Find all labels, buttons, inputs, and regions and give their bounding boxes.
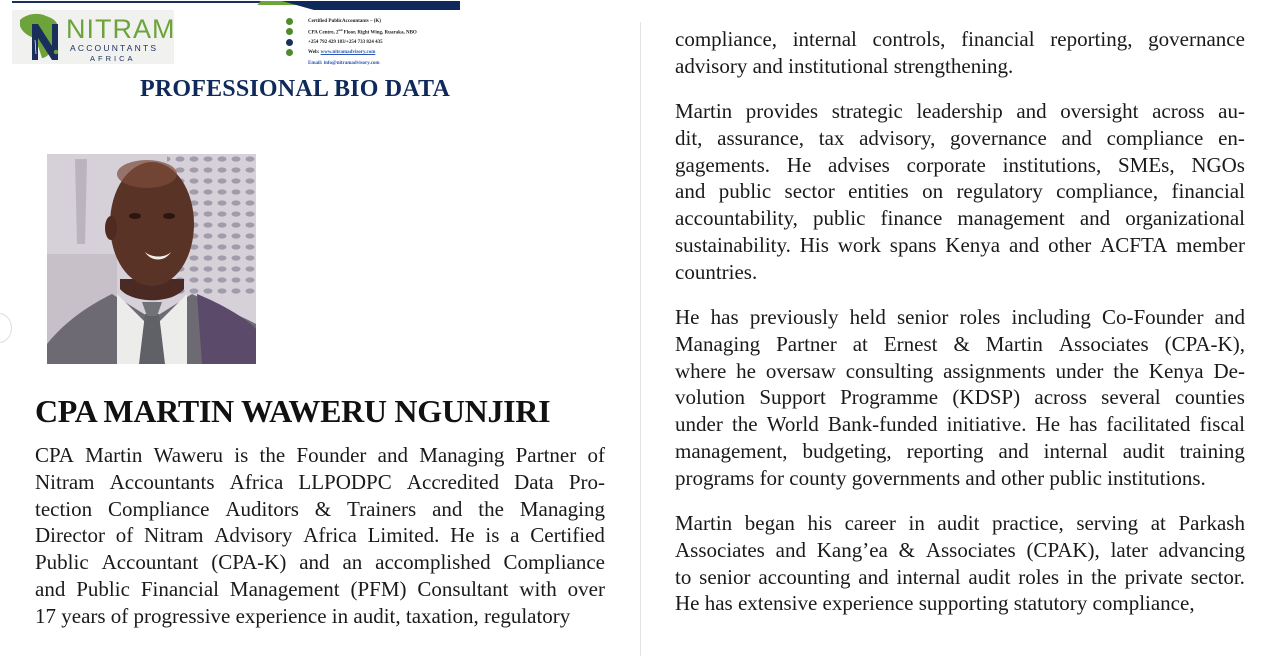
word: initiative.	[946, 412, 1027, 437]
text-line	[675, 564, 1245, 591]
text-line	[675, 438, 1245, 465]
word: the	[1113, 358, 1139, 383]
location-pin-icon	[286, 28, 293, 35]
page-nav-handle[interactable]	[0, 313, 12, 343]
text-line	[675, 510, 1245, 537]
word: senior	[897, 305, 949, 329]
word: gagements.	[675, 152, 771, 177]
contact-row	[286, 27, 446, 38]
word: governance	[1148, 27, 1245, 51]
word: and	[1061, 125, 1092, 150]
word: Associates	[1058, 331, 1149, 356]
word: governance	[950, 125, 1047, 150]
word: organizational	[1125, 206, 1245, 231]
word: practice,	[992, 511, 1064, 535]
word: regulatory	[956, 179, 1043, 204]
word: of	[115, 523, 134, 548]
word: reporting,	[1050, 27, 1133, 51]
word: Accredited	[406, 469, 499, 494]
word: with	[519, 576, 557, 601]
word: (CPA-K),	[1164, 331, 1245, 356]
word: previously	[749, 305, 839, 329]
document-page-right	[641, 0, 1269, 656]
company-logo	[12, 10, 174, 64]
word: on	[922, 179, 944, 204]
text-line	[35, 496, 605, 523]
logo-subtitle-line1: ACCOUNTANTS	[70, 43, 159, 53]
word: and	[675, 179, 706, 204]
word: and	[775, 537, 806, 562]
word: and	[858, 564, 889, 589]
word: audit	[937, 511, 980, 535]
word: management,	[675, 438, 788, 463]
text-line: advisory and institutional strengthening.	[675, 53, 1014, 78]
contact-block	[286, 16, 446, 69]
word: in	[1066, 564, 1084, 589]
word: serving	[1076, 511, 1139, 535]
word: and	[1016, 99, 1047, 123]
word: Kenya	[1148, 358, 1204, 383]
bio-paragraph	[675, 26, 1245, 80]
globe-icon	[286, 49, 293, 56]
word: Nitram	[35, 469, 95, 494]
word: en-	[1218, 125, 1245, 150]
word: Managing	[519, 496, 605, 521]
word: a	[510, 523, 520, 548]
text-line: programs for county governments and other public institutions.	[675, 465, 1206, 490]
word: and	[1008, 232, 1040, 257]
word: reporting	[906, 438, 984, 463]
word: private	[1124, 564, 1183, 589]
contact-row	[286, 58, 446, 69]
word: is	[485, 523, 500, 548]
word: SMEs,	[1117, 152, 1175, 177]
word: volution	[675, 385, 746, 410]
word: Founder	[296, 443, 367, 467]
word: consulting	[845, 358, 934, 383]
word: dit,	[675, 125, 703, 150]
logo-subtitle-line2: AFRICA	[90, 54, 136, 63]
text-line	[675, 205, 1245, 232]
word: Nitram	[144, 523, 204, 548]
word: Partner	[776, 331, 837, 356]
word: audit	[1122, 438, 1165, 463]
word: (KDSP)	[952, 385, 1021, 410]
word: he	[736, 358, 756, 383]
word: He	[675, 305, 700, 329]
word: an	[342, 550, 363, 575]
word: He	[1035, 412, 1061, 437]
word: Bank-funded	[827, 412, 938, 437]
word: facilitated	[1106, 412, 1191, 437]
word: at	[852, 331, 868, 356]
word: World	[766, 412, 819, 437]
word: the	[1091, 564, 1117, 589]
word: member	[1176, 232, 1245, 257]
website-link[interactable]: www.nitramadvisory.com	[320, 50, 376, 56]
page-title: PROFESSIONAL BIO DATA	[139, 76, 451, 102]
africa-map-icon	[12, 10, 72, 64]
email-link[interactable]: info@nitramadvisory.com	[323, 60, 380, 66]
word: is	[234, 443, 249, 467]
text-line: 17 years of progressive experience in audit, taxation, regulatory	[35, 603, 571, 628]
word: management	[957, 206, 1065, 231]
contact-address: CPA Centre, 2nd Floor, Right Wing, Ruaraka, NBO	[308, 27, 417, 36]
word: Compliance	[108, 496, 210, 521]
text-line	[35, 522, 605, 549]
word: Advisory	[214, 523, 293, 548]
word: &	[953, 331, 970, 356]
word: in	[908, 511, 925, 535]
profile-photo	[47, 154, 256, 364]
word: the	[259, 443, 286, 467]
word: Managing	[675, 331, 761, 356]
word: Kenya	[945, 232, 1001, 257]
word: &	[314, 496, 332, 521]
word: sustainability.	[675, 232, 791, 257]
bio-paragraph	[675, 304, 1245, 492]
word: senior	[699, 564, 751, 589]
word: Managing	[419, 443, 505, 467]
word: began	[744, 511, 795, 535]
text-line	[675, 411, 1245, 438]
word: under	[675, 412, 723, 437]
word: at	[1150, 511, 1166, 535]
word: audit	[968, 564, 1011, 589]
word: Accountants	[109, 469, 215, 494]
text-line	[35, 442, 605, 469]
word: Support	[759, 385, 826, 410]
word: leadership	[916, 99, 1003, 123]
word: over	[567, 576, 605, 601]
word: sector	[784, 179, 835, 204]
contact-phone: +254 792 429 183/+254 733 824 435	[308, 39, 383, 45]
word: roles	[1018, 564, 1060, 589]
word: (PFM)	[350, 576, 407, 601]
contact-text: Certified PublicAccountants – (K)	[308, 18, 381, 24]
web-label: Web:	[308, 50, 320, 56]
word: Co-Founder	[1102, 305, 1204, 329]
word: spans	[889, 232, 937, 257]
bio-paragraph	[675, 510, 1245, 617]
contact-row	[286, 37, 446, 48]
word: and	[998, 438, 1029, 463]
word: corporate	[906, 152, 986, 177]
text-line: He has extensive experience supporting statutory compliance,	[675, 591, 1195, 616]
word: oversaw	[765, 358, 836, 383]
word: Public	[35, 550, 89, 575]
word: training	[1179, 438, 1245, 463]
text-line	[675, 26, 1245, 53]
word: De-	[1213, 358, 1245, 383]
word: budgeting,	[802, 438, 892, 463]
word: advisory,	[859, 125, 936, 150]
text-line	[35, 576, 605, 603]
word: (CPA-K)	[211, 550, 287, 575]
word: His	[799, 232, 829, 257]
email-icon	[286, 60, 293, 67]
home-icon	[286, 18, 293, 25]
word: public	[812, 206, 866, 231]
word: Martin	[985, 331, 1043, 356]
bio-paragraph	[675, 98, 1245, 286]
text-line	[675, 537, 1245, 564]
text-line	[675, 178, 1245, 205]
contact-row	[286, 16, 446, 27]
word: and	[35, 576, 66, 601]
word: assignments	[943, 358, 1046, 383]
word: compliance,	[1056, 179, 1159, 204]
word: held	[849, 305, 886, 329]
word: advancing	[1158, 537, 1245, 562]
header-rule	[12, 1, 292, 3]
word: and	[299, 550, 330, 575]
word: Limited.	[367, 523, 440, 548]
word: accomplished	[375, 550, 491, 575]
word: Programme	[840, 385, 939, 410]
word: (CPAK),	[1026, 537, 1100, 562]
word: several	[1101, 385, 1161, 410]
word: the	[478, 496, 504, 521]
word: Public	[76, 576, 130, 601]
contact-web	[308, 50, 375, 55]
word: Ernest	[883, 331, 938, 356]
word: Financial	[140, 576, 219, 601]
word: and	[377, 443, 408, 467]
word: where	[675, 358, 727, 383]
word: assurance,	[717, 125, 805, 150]
text-line	[675, 232, 1245, 259]
text-line	[35, 469, 605, 496]
word: strategic	[831, 99, 903, 123]
word: internal	[896, 564, 961, 589]
text-line	[675, 358, 1245, 385]
word: Martin	[85, 443, 143, 467]
word: public	[718, 179, 772, 204]
text-line	[675, 125, 1245, 152]
contact-email	[308, 61, 380, 66]
word: Parkash	[1178, 511, 1245, 535]
word: compliance	[1106, 125, 1204, 150]
word: tection	[35, 496, 93, 521]
word: Associates	[925, 537, 1016, 562]
header-accent-navy	[282, 1, 460, 10]
word: tax	[818, 125, 845, 150]
word: under	[1055, 358, 1104, 383]
email-label: Email:	[308, 60, 323, 66]
word: Partner	[515, 443, 577, 467]
contact-row	[286, 48, 446, 59]
word: advises	[828, 152, 890, 177]
word: Trainers	[346, 496, 417, 521]
word: controls,	[872, 27, 946, 51]
word: sector.	[1190, 564, 1245, 589]
logo-wordmark: NITRAM	[66, 14, 176, 44]
text-line	[675, 304, 1245, 331]
word: career	[844, 511, 896, 535]
word: Africa	[229, 469, 284, 494]
word: roles	[959, 305, 1001, 329]
portrait-image	[47, 154, 256, 364]
word: Consultant	[417, 576, 509, 601]
word: Martin	[675, 511, 733, 535]
word: oversight	[1060, 99, 1139, 123]
word: of	[587, 443, 605, 467]
word: accountability,	[675, 206, 798, 231]
word: internal	[792, 27, 857, 51]
word: has	[710, 305, 739, 329]
word: across	[1152, 99, 1205, 123]
bio-paragraph-intro	[35, 442, 605, 630]
word: Pro-	[568, 469, 605, 494]
word: his	[807, 511, 833, 535]
word: au-	[1218, 99, 1245, 123]
word: including	[1011, 305, 1091, 329]
word: Director	[35, 523, 105, 548]
word: entities	[848, 179, 909, 204]
word: to	[675, 564, 692, 589]
word: and	[1079, 206, 1111, 231]
word: across	[1034, 385, 1087, 410]
word: Compliance	[503, 550, 605, 575]
text-line	[675, 98, 1245, 125]
word: institutions,	[1002, 152, 1102, 177]
text-line	[35, 549, 605, 576]
word: fiscal	[1199, 412, 1245, 437]
word: Martin	[675, 99, 733, 123]
word: finance	[880, 206, 943, 231]
text-line	[675, 384, 1245, 411]
word: Kang’ea	[816, 537, 888, 562]
word: LLPODPC	[298, 469, 392, 494]
text-line	[675, 152, 1245, 179]
word: counties	[1174, 385, 1245, 410]
word: Auditors	[225, 496, 299, 521]
word: and	[1214, 305, 1245, 329]
word: Associates	[675, 537, 765, 562]
word: NGOs	[1191, 152, 1245, 177]
word: CPA	[35, 443, 74, 467]
word: Data	[514, 469, 554, 494]
word: financial	[961, 27, 1035, 51]
word: internal	[1043, 438, 1108, 463]
word: has	[1069, 412, 1098, 437]
word: and	[432, 496, 463, 521]
word: Certified	[530, 523, 605, 548]
text-line	[675, 331, 1245, 358]
word: Waweru	[153, 443, 224, 467]
word: the	[731, 412, 758, 437]
word: financial	[1171, 179, 1245, 204]
word: Management	[229, 576, 340, 601]
word: Accountant	[101, 550, 199, 575]
text-line: countries.	[675, 259, 758, 284]
word: compliance,	[675, 27, 778, 51]
person-name: CPA MARTIN WAWERU NGUNJIRI	[35, 393, 551, 429]
word: &	[898, 537, 916, 562]
header-band	[12, 0, 448, 10]
word: later	[1110, 537, 1148, 562]
word: He	[786, 152, 812, 177]
word: provides	[745, 99, 819, 123]
phone-icon	[286, 39, 293, 46]
word: He	[450, 523, 475, 548]
word: other	[1048, 232, 1092, 257]
word: ACFTA	[1100, 232, 1168, 257]
word: work	[837, 232, 881, 257]
word: accounting	[758, 564, 851, 589]
word: Africa	[303, 523, 357, 548]
